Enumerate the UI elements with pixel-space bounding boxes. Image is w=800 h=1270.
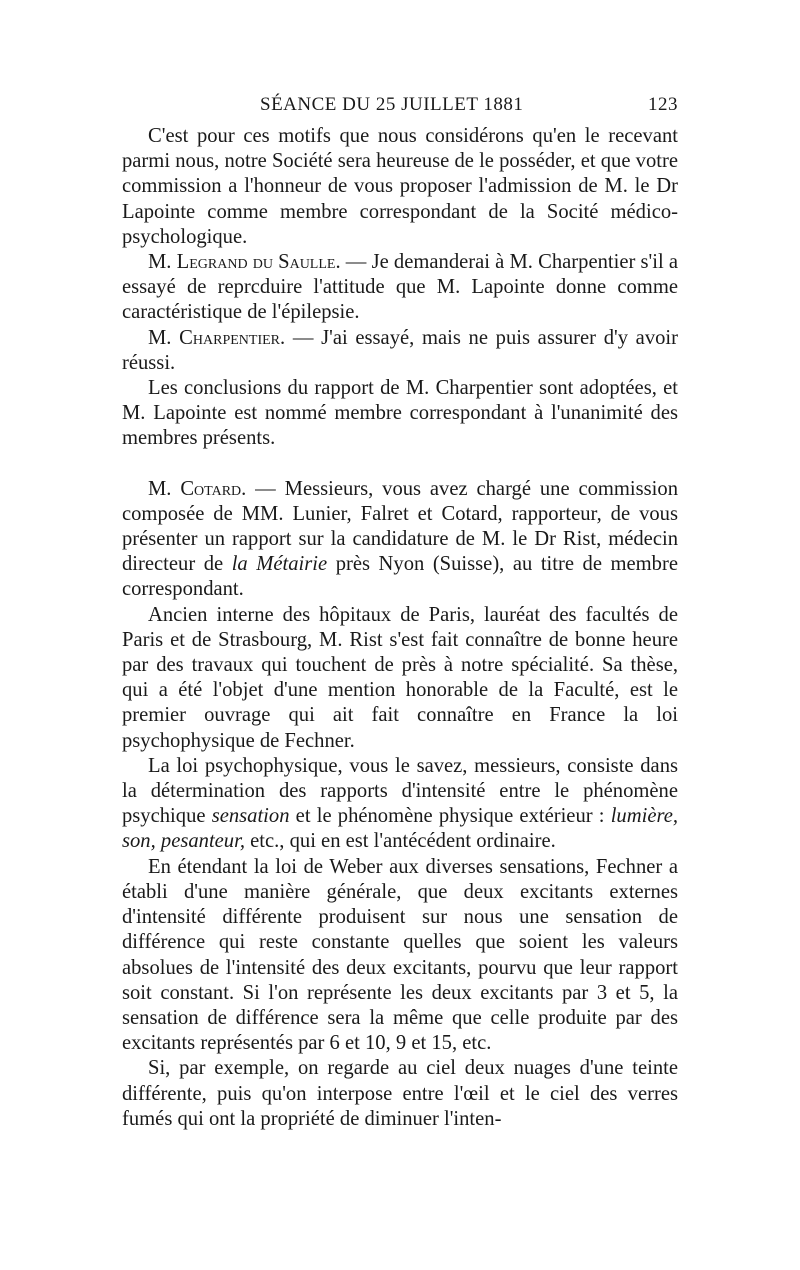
- page-body: [122, 124, 678, 1132]
- paragraph-charpentier-reply: M. Charpentier. — J'ai essayé, mais ne puis assurer d'y avoir réussi.: [122, 326, 678, 374]
- page-header: [130, 90, 678, 120]
- running-head: SÉANCE DU 25 JUILLET 1881: [260, 94, 524, 115]
- paragraph-cotard-report: M. Cotard. — Messieurs, vous avez chargé une commission composée de MM. Lunier, Falret et Cotard, rapporteur, de vous présenter un rapport sur la candidature de M. le Dr Rist, médecin directeur de la Métairie près Nyon (Suisse), au titre de membre correspondant.: [122, 477, 678, 601]
- paragraph-commission-conclusion: C'est pour ces motifs que nous considérons qu'en le recevant parmi nous, notre Société sera heureuse de le posséder, et que votre commission a l'honneur de vous proposer l'admission de M. le Dr Lapointe comme membre correspondant de la Socité médico-psychologique.: [122, 125, 678, 248]
- paragraph-conclusions-adopted: Les conclusions du rapport de M. Charpentier sont adoptées, et M. Lapointe est nommé membre correspondant à l'unanimité des membres présents.: [122, 377, 678, 450]
- paragraph-psychophysical-law: La loi psychophysique, vous le savez, messieurs, consiste dans la détermination des rapports d'intensité entre le phénomène psychique sensation et le phénomène physique extérieur : lumière, son, pesanteur, etc., qui en est l'antécédent ordinaire.: [122, 754, 678, 853]
- paragraph-legrand-question: M. Legrand du Saulle. — Je demanderai à M. Charpentier s'il a essayé de reprcduire l'attitude que M. Lapointe donne comme caractéristique de l'épilepsie.: [122, 251, 678, 324]
- speaker-name: M. Cotard.: [148, 477, 247, 500]
- paragraph-clouds-example: Si, par exemple, on regarde au ciel deux nuages d'une teinte différente, puis qu'on interpose entre l'œil et le ciel des verres fumés qui ont la propriété de diminuer l'inten-: [122, 1057, 678, 1130]
- page-number: 123: [648, 94, 678, 115]
- speaker-name: M. Charpentier.: [148, 326, 286, 349]
- section-gap: [122, 452, 678, 477]
- paragraph-rist-background: Ancien interne des hôpitaux de Paris, lauréat des facultés de Paris et de Strasbourg, M. Rist s'est fait connaître de bonne heure par des travaux qui touchent de près à notre spécialité. Sa thèse, qui a été l'objet d'une mention honorable de la Faculté, est le premier ouvrage qui ait fait connaître en France la loi psychophysique de Fechner.: [122, 603, 678, 752]
- speaker-name: M. Legrand du Saulle.: [148, 251, 341, 274]
- paragraph-weber-fechner: En étendant la loi de Weber aux diverses sensations, Fechner a établi d'une manière générale, que deux excitants externes d'intensité différente produisent sur nous une sensation de différence qui reste constante quelles que soient les valeurs absolues de l'intensité des deux excitants, pourvu que leur rapport soit constant. Si l'on représente les deux excitants par 3 et 5, la sensation de différence sera la même que celle produite par des excitants représentés par 6 et 10, 9 et 15, etc.: [122, 855, 678, 1055]
